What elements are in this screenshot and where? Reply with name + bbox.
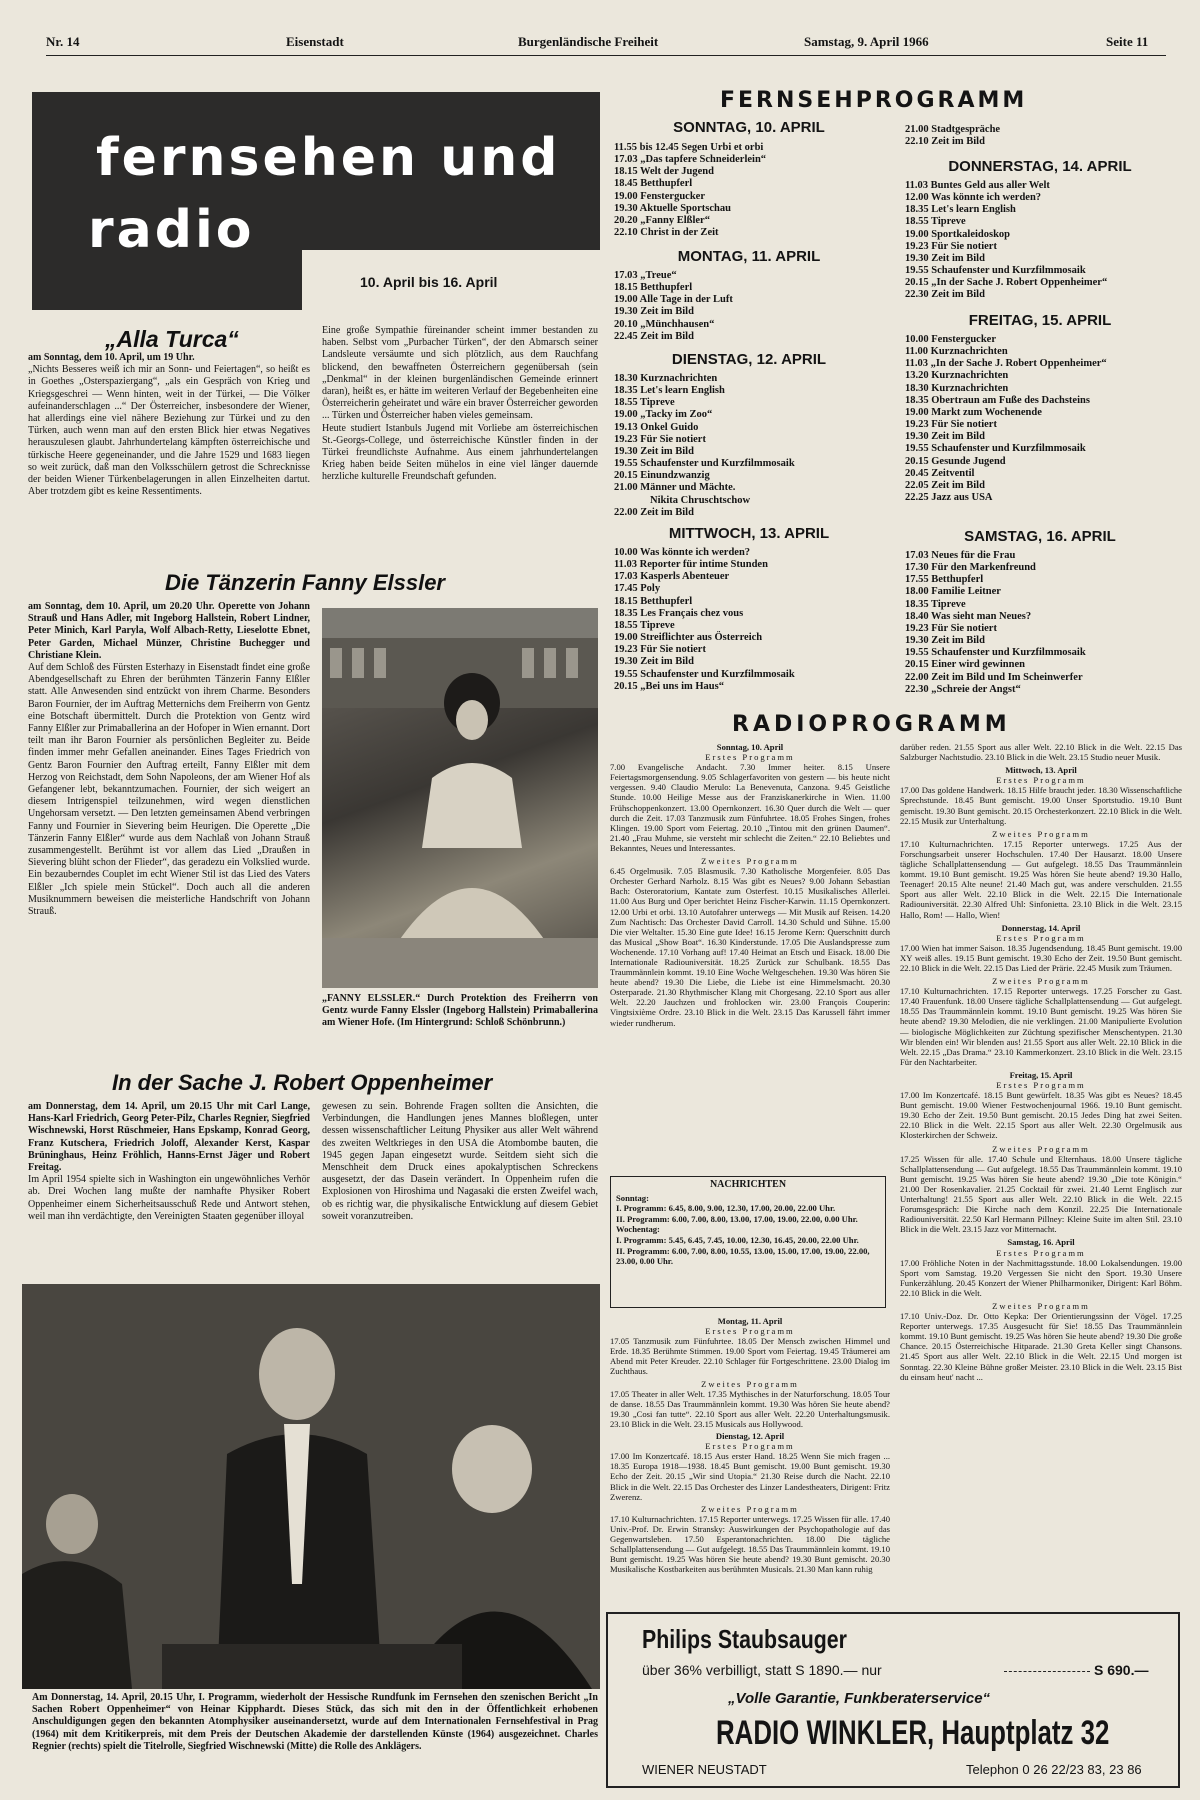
page-number: Seite 11 [1106,34,1149,49]
tv-entry: 20.45 Zeitventil [905,467,975,479]
article-text: „Nichts Besseres weiß ich mir an Sonn- und Feiertagen“, so heißt es in Goethes „Osterspaziergang“, „als ein Gespräch von Krieg und Kriegsgeschrei — Wenn hinten, weit in der Türkei, — Die Völker aufeinanderschlagen ...“ Der Österreicher, insbesondere der Wiener, hat allerdings eine viel nähere Beziehung zur Türkei und zu den Türken, auch wenn man auf den ersten Blick hier etwas Negatives herauszulesen glaubt. Jahrhundertelang kämpften österreichische und türkische Heere gegeneinander, und die Jahre 1529 und 1683 liegen so weit zurück, daß man den Volksschülern getrost die Schrecknisse der beiden Wiener Türkenbelagerungen in allen Einzelheiten dartut. Aber trotzdem gibt es keine Ressentiments. [28,364,310,498]
tv-day-list [905,334,1175,504]
tv-entry: 22.10 Zeit im Bild [905,136,985,148]
radio-listing: 17.05 Tanzmusik zum Fünfuhrtee. 18.05 Der Mensch zwischen Himmel und Erde. 18.35 Berühmte Stimmen. 19.00 Sport vom Feiertag. 19.45 Träumerei am Abend mit Peter Kreuder. 22.10 Schlager für Fortgeschrittene. 23.00 Dialog im Zuchthaus. [610,1336,890,1377]
tv-entry: 19.55 Schaufenster und Kurzfilmmosaik [905,647,1086,659]
photo-caption-oppenheimer: Am Donnerstag, 14. April, 20.15 Uhr, I. Programm, wiederholt der Hessische Rundfunk im Fernsehen den szenischen Bericht „In Sachen Robert Oppenheimer“ von Heinar Kipphardt. Dieses Stück, das sich mit den in der Öffentlichkeit erhobenen Anschuldigungen gegen den bekannten Atomphysiker auseinandersetzt, wurde auf dem Internationalen Fernsehfestival in Prag (1964) mit dem Kritikerpreis, mit dem Preis der Deutschen Akademie der darstellenden Künste (1964) ausgezeichnet. Charles Regnier (rechts) spielt die Titelrolle, Siegfried Wischnewski (Mitte) die Rolle des Anklägers. [32,1692,598,1752]
news-times-line: Wochentag: [616,1224,660,1235]
ad-price: S 690.— [1094,1662,1149,1678]
photo-caption-elssler: „FANNY ELSSLER.“ Durch Protektion des Freiherrn von Gentz wurde Fanny Elssler (Ingeborg Hallstein) Primaballerina am Wiener Hofe. (Im Hintergrund: Schloß Schönbrunn.) [322,993,598,1029]
tv-entry: 19.00 Fenstergucker [614,190,705,202]
ad-leader-line [1004,1671,1090,1672]
issue-date: Samstag, 9. April 1966 [804,34,929,49]
tv-entry: 10.00 Fenstergucker [905,334,996,345]
date-range-box [302,250,600,310]
tv-day-heading: FREITAG, 15. APRIL [968,312,1112,329]
section-title-line1: fernsehen und [96,128,561,188]
tv-entry: 19.55 Schaufenster und Kurzfilmmosaik [614,668,795,680]
tv-entry: 19.23 Für Sie notiert [614,644,706,656]
header-rule [46,55,1166,56]
article-lead: am Donnerstag, dem 14. April, um 20.15 Uhr mit Carl Lange, Hans-Karl Friedrich, Georg Peter-Pilz, Charles Regnier, Siegfried Wischnewski, Horst Rüschmeier, Hans Epskamp, Konrad Georg, Franz Kutschera, Friedrich Joloff, Alexander Kerst, Kaspar Brüninghaus, Heinz Fröhlich, Hanns-Ernst Jäger und Robert Freitag. [28,1101,310,1174]
tv-entry: 20.20 „Fanny Elßler“ [614,214,710,226]
radio-listing: 17.10 Kulturnachrichten. 17.15 Reporter unterwegs. 17.25 Forscher zu Gast. 17.40 Frauenfunk. 18.00 Unsere tägliche Schallplattensendung — Gut aufgelegt. 18.55 Das Traummännlein kommt. 19.10 Bunt gemischt. 19.25 Was hören Sie heute abend? 19.30 Melodien, die nie verklingen. 21.00 Manipulierte Evolution — biologische Möglichkeiten zur Züchtung spezifischer Menschentypen. 21.30 Wir blenden ein! Wir blenden aus! 21.55 Sport aus aller Welt. 22.10 Blick in die Welt. 22.15 „Das Drama.“ 23.10 Kammerkonzert. 23.10 Blick in die Welt. 23.15 Für den Nachtarbeiter. [900,986,1182,1067]
radio-listing: 17.10 Kulturnachrichten. 17.15 Reporter unterwegs. 17.25 Aus der Forschungsarbeit unserer Hochschulen. 17.40 Der Hausarzt. 18.00 Unsere tägliche Schallplattensendung — Gut aufgelegt. 18.55 Das Traummännlein kommt. 19.10 Bunt gemischt. 19.25 Was hören Sie heute abend? 19.30 Hallo, Teenager! 20.15 Alte neune! 21.40 Mach gut, was andere verschulden. 21.55 Sport aus aller Welt. 22.10 Blick in die Welt. 22.15 Die Internationale Radiouniversität. 22.30 Alfred Uhl: Sinfonietta. 23.10 Blick in die Welt. 23.15 Hallo, Rom! — Hallo, Wien! [900,838,1182,920]
news-times-line: I. Programm: 5.45, 6.45, 7.45, 10.00, 12.30, 16.45, 20.00, 22.00 Uhr. [616,1234,859,1245]
tv-entry: 17.30 Für den Markenfreund [905,562,1036,574]
tv-entry: 19.55 Schaufenster und Kurzfilmmosaik [614,458,795,470]
article-alla-turca-col2 [322,325,598,565]
tv-day-heading: MONTAG, 11. APRIL [677,248,821,265]
tv-entry: 18.35 Let's learn English [905,204,1016,216]
article-lead: am Sonntag, dem 10. April, um 20.20 Uhr. Operette von Johann Strauß und Hans Adler, mit Ingeborg Hallstein, Robert Lindner, Peter Minich, Karl Paryla, Wolf Albach-Retty, Lieselotte Ebnet, Peter Garden, Michael Münzer, Christine Buchegger und Christiane Klein. [28,601,310,661]
tv-entry: 19.00 Streiflichter aus Österreich [614,632,763,644]
tv-entry: 18.15 Welt der Jugend [614,166,714,178]
tv-entry: 18.30 Kurznachrichten [905,382,1009,394]
tv-entry: 20.10 „Münchhausen“ [614,318,715,330]
tv-entry: 11.00 Kurznachrichten [905,346,1008,358]
tv-entry: 19.30 Zeit im Bild [905,252,985,264]
tv-entry: 22.30 „Schreie der Angst“ [905,683,1021,695]
tv-entry: 22.30 Zeit im Bild [905,289,985,301]
article-oppenheimer-col1 [28,1101,310,1279]
radio-right [900,742,1182,1608]
radio-program-name: Zweites Programm [992,1300,1090,1311]
tv-entry: 20.15 Gesunde Jugend [905,455,1006,467]
ad-offer: über 36% verbilligt, statt S 1890.— nur [642,1662,882,1678]
article-lead: am Sonntag, dem 10. April, um 19 Uhr. [28,352,195,363]
tv-entry: 18.40 Was sieht man Neues? [905,610,1032,622]
radio-program-name: Erstes Programm [996,1247,1086,1258]
tv-entry: 18.35 Tipreve [905,598,966,610]
article-title-oppenheimer: In der Sache J. Robert Oppenheimer [112,1070,493,1095]
radio-listing: 17.25 Wissen für alle. 17.40 Schule und Elternhaus. 18.00 Unsere tägliche Schallplattensendung — Gut aufgelegt. 18.55 Das Traummännlein kommt. 19.10 Bunt gemischt. 19.25 Was hören Sie heute abend? 19.30 „Die tote Königin.“ 21.00 Der Rosenkavalier. 21.25 Cocktail für zwei. 21.40 Lernt Englisch zur Unterhaltung! 21.55 Sport aus aller Welt. 22.10 Blick in die Welt. 22.15 Forumsgespräch: Die Kirche nach dem Konzil. 22.25 Die Internationale Radiouniversität. 22.50 Karl Hermann Pillney: Kleine Suite im alten Stil. 23.10 Blick in die Welt. 23.15 Jazz vor Mitternacht. [900,1153,1182,1235]
radio-listing: 17.00 Wien hat immer Saison. 18.35 Jugendsendung. 18.45 Bunt gemischt. 19.00 XY weiß alles. 19.15 Bunt gemischt. 19.30 Echo der Zeit. 19.50 Bunt gemischt. 22.10 Blick in die Welt. 22.15 Das Lied der Prärie. 22.45 Musik zum Träumen. [900,942,1182,973]
tv-entry: 17.03 „Das tapfere Schneiderlein“ [614,154,767,166]
photo-fanny-elssler [322,608,598,988]
tv-entry: 19.30 Zeit im Bild [905,635,985,647]
radio-listing: 17.00 Im Konzertcafé. 18.15 Bunt gewürfelt. 18.35 Was gibt es Neues? 18.45 Bunt gemischt. 19.00 Wiener Festwochenjournal 1966. 19.10 Bunt gemischt. 19.30 Echo der Zeit. 19.50 Bunt gemischt. 20.15 Jedes Ding hat zwei Seiten. 22.10 Blick in die Welt. 22.15 Sport aus aller Welt. 22.30 Orgelmusik aus Klosterkirchen der Schweiz. [900,1090,1182,1141]
radio-program-name: Erstes Programm [705,752,795,763]
tv-program-title: FERNSEHPROGRAMM [720,88,1028,113]
tv-entry: 13.20 Kurznachrichten [905,370,1009,382]
radio-listing: darüber reden. 21.55 Sport aus aller Welt. 22.10 Blick in die Welt. 22.15 Das Salzburger Nachtstudio. 23.10 Blick in die Welt. 23.15 Studio neuer Musik. [900,742,1182,763]
tv-entry: 19.00 Alle Tage in der Luft [614,294,733,306]
radio-program-name: Zweites Programm [992,976,1090,987]
tv-entry: 18.35 Les Français chez vous [614,607,744,619]
tv-entry: Nikita Chruschtschow [650,494,751,506]
ad-product: Philips Staubsauger [642,1624,847,1654]
radio-day: Samstag, 16. April [1007,1237,1075,1248]
news-times-title: NACHRICHTEN [709,1179,787,1190]
tv-entry: 10.00 Was könnte ich werden? [614,547,751,558]
tv-entry: 17.03 „Treue“ [614,270,677,281]
section-title-line2: radio [88,200,255,260]
tv-day-heading: MITTWOCH, 13. APRIL [668,525,830,542]
radio-listing: 6.45 Orgelmusik. 7.05 Blasmusik. 7.30 Katholische Morgenfeier. 8.05 Das Orchester Gerhard Narholz. 8.15 Was gibt es Neues? 9.00 Johann Sebastian Bach: Osteroratorium, Kantate zum Osterfest. 10.15 Musikalisches Allerlei. 11.00 Aus Burg und Oper berichtet Heinz Fischer-Karwin. 11.15 Opernkonzert. 12.00 Urbi et orbi. 13.10 Autofahrer unterwegs — Mit Musik auf Reisen. 14.20 Zum Nachtisch: Das Orchester David Carroll. 14.30 Schuld und Sühne. 15.00 Die vier Weltalter. 15.30 Eine gute Idee! 16.15 Jerome Kern: Querschnitt durch das Musical „Show Boat“. 16.30 Kinderstunde. 17.05 Die Auslandspresse zum Wochenende. 17.10 Vorhang auf! 17.40 Heimat an Etsch und Eisack. 18.00 Die Internationale Radiouniversität. 18.25 Zurück zur Schulbank. 18.55 Das Traummännlein kommt. 19.10 Eine Woche Weltgeschehen. 19.30 Was hören Sie heute abend? 19.30 Die Liebe, die Liebe ist eine Himmelsmacht. 20.30 Osterparade. 21.30 Rhythmischer Klang mit Chorgesang. 22.10 Sport aus aller Welt. 22.20 Jauchzen und frohlocken wir. 23.00 François Couperin: Vingtsixième Ordre. 23.10 Blick in die Welt. 23.15 Das Karussell fährt immer wieder rundherum. [610,866,890,1028]
radio-program-name: Zweites Programm [701,1378,799,1389]
tv-entry: 18.15 Betthupferl [614,282,693,294]
radio-day: Dienstag, 12. April [715,1431,785,1442]
tv-entry: 19.55 Schaufenster und Kurzfilmmosaik [905,265,1086,277]
radio-program-name: Erstes Programm [705,1441,795,1452]
photo-scene [22,1284,600,1689]
radio-day: Mittwoch, 13. April [1005,765,1077,776]
radio-program-name: Zweites Programm [701,1503,799,1514]
tv-entry: 17.45 Poly [614,583,661,595]
tv-entry: 22.45 Zeit im Bild [614,330,694,342]
radio-day: Freitag, 15. April [1009,1069,1073,1080]
radio-day: Montag, 11. April [717,1316,783,1326]
radio-program-name: Zweites Programm [992,828,1090,839]
tv-entry: 18.55 Tipreve [905,216,966,228]
article-elssler-col [28,601,310,1064]
radio-program-title: RADIOPROGRAMM [732,712,1011,737]
tv-entry: 22.25 Jazz aus USA [905,492,993,504]
tv-entry: 22.00 Zeit im Bild und Im Scheinwerfer [905,671,1083,683]
advertisement-radio-winkler [606,1612,1180,1788]
radio-listing: 17.00 Fröhliche Noten in der Nachmittagsstunde. 18.00 Lokalsendungen. 19.00 Sport vom Samstag. 19.20 Vergessen Sie nicht den Sport. 19.30 Unsere Funkerzählung. 20.45 Konzert der Wiener Philharmoniker, Dirigent: Karl Böhm. 22.10 Blick in die Welt. [900,1257,1182,1298]
ad-company: RADIO WINKLER, Hauptplatz 32 [716,1714,1110,1752]
tv-entry: 19.55 Schaufenster und Kurzfilmmosaik [905,443,1086,455]
radio-program-name: Zweites Programm [701,856,799,867]
tv-day-heading: DIENSTAG, 12. APRIL [671,351,827,368]
page-header [46,34,1166,54]
tv-entry: 19.30 Zeit im Bild [614,445,694,457]
photo-oppenheimer [22,1284,600,1689]
tv-day-list [905,180,1175,302]
radio-listing: 17.10 Univ.-Doz. Dr. Otto Kepka: Der Orientierungssinn der Vögel. 17.25 Reporter unterwegs. 17.35 Ausgesucht für Sie! 18.55 Das Traummännlein kommt. 19.10 Bunt gemischt. 19.25 Was hören Sie heute abend? 19.30 Die große Chance. 20.15 Österreichische Hitparade. 21.30 Greta Keller singt Chansons. 21.45 Sport aus aller Welt. 22.10 Blick in die Welt. 22.15 Und morgen ist Sonntag. 22.30 Kleine Bühne großer Meister. 23.10 Blick in die Welt. 23.15 Bist du einsam heut' nacht ... [900,1311,1182,1382]
radio-day: Donnerstag, 14. April [1001,922,1081,933]
tv-entry: 20.15 Einundzwanzig [614,470,710,482]
radio-program-name: Erstes Programm [996,775,1086,786]
news-times-line: II. Programm: 6.00, 7.00, 8.00, 13.00, 17.00, 19.00, 22.00, 0.00 Uhr. [616,1213,858,1224]
tv-entry: 11.03 Reporter für intime Stunden [614,559,768,571]
tv-day-list [905,550,1175,696]
tv-day-heading: SAMSTAG, 16. APRIL [964,528,1116,545]
tv-entry: 17.55 Betthupferl [905,574,984,586]
tv-entry: 19.00 Markt zum Wochenende [905,406,1042,418]
tv-day-list [614,547,894,693]
tv-entry: 21.00 Stadtgespräche [905,124,1001,135]
tv-entry: 22.10 Christ in der Zeit [614,227,719,239]
tv-entry: 20.15 Einer wird gewinnen [905,659,1025,671]
ad-city: WIENER NEUSTADT [642,1762,767,1777]
tv-entry: 12.00 Was könnte ich werden? [905,192,1042,204]
news-times-line: II. Programm: 6.00, 7.00, 8.00, 10.55, 13.00, 15.00, 17.00, 19.00, 22.00, 23.00, 0.00 Uhr. [616,1245,870,1267]
tv-entry: 19.30 Zeit im Bild [905,431,985,443]
tv-entry: 18.55 Tipreve [614,619,675,631]
news-times-line: Sonntag: [616,1192,649,1203]
tv-entry: 18.35 Let's learn English [614,385,725,397]
tv-day-list [614,373,894,519]
tv-entry: 19.30 Zeit im Bild [614,656,694,668]
tv-entry: 17.03 Kasperls Abenteuer [614,571,730,583]
radio-listing: 17.05 Theater in aller Welt. 17.35 Mythisches in der Naturforschung. 18.05 Tour de danse. 18.55 Das Traummännlein kommt. 19.30 Was hören Sie heute abend? 19.30 „Cosi fan tutte“. 22.10 Sport aus aller Welt. 22.20 Unterhaltungsmusik. 23.10 Blick in die Welt. 23.15 Musicals aus Hollywood. [610,1388,890,1429]
article-text: Im April 1954 spielte sich in Washington ein ungewöhnliches Verhör ab. Drei Wochen lang mußte der namhafte Physiker Robert Oppenheimer einem Sicherheitsausschuß Rede und Antwort stehen, weil man ihn verdächtigte, den Vereinigten Staaten gegenüber illoyal [28,1174,310,1222]
tv-entry: 20.15 „Bei uns im Haus“ [614,680,724,692]
radio-listing: 7.00 Evangelische Andacht. 7.30 Immer heiter. 8.15 Unsere Feiertagsmorgensendung. 9.05 Schlagerfavoriten von gestern — bis heute nicht vergessen. 9.40 Claudio Merulo: La Benevenuta, Canzona. 9.45 Geistliche Stunde. 10.00 Heilige Messe aus der Franziskanerkirche in Wien. 11.00 Frühschoppenkonzert. 13.00 Opernkonzert. 16.30 Quer durch die Welt — quer durch die Zeit. 17.03 Tanzmusik zum Fünfuhrtee. 18.05 Frohes Singen, frohes Klingen. 19.00 Sport vom Feiertag. 20.10 „Tintou mit den grünen Daumen“. 21.40 „Frau Muhme, sie versteht mir schlecht die Zeiten.“ 22.10 Beliebtes und Bekanntes, Neues und Interessantes. [610,762,890,853]
article-text: Heute studiert Istanbuls Jugend mit Vorliebe am österreichischen St.-Georgs-College, und österreichische Künstler finden in der Türkei freundlichste Aufnahme. Aus einem jahrhundertelangen Krieg haben beide Seiten mühelos in eine viel länger dauernde herzliche kulturelle Freundschaft gefunden. [322,422,598,483]
tv-day-list [614,142,894,239]
news-times-line: I. Programm: 6.45, 8.00, 9.00, 12.30, 17.00, 20.00, 22.00 Uhr. [616,1203,836,1214]
tv-entry: 19.23 Für Sie notiert [905,622,997,634]
tv-entry: 18.30 Kurznachrichten [614,373,718,384]
tv-entry: 21.00 Männer und Mächte. [614,482,736,494]
tv-day-list [614,270,894,343]
tv-entry: 20.15 „In der Sache J. Robert Oppenheimer“ [905,277,1108,289]
article-title-elssler: Die Tänzerin Fanny Elssler [165,570,445,595]
tv-day-list [905,124,1175,148]
tv-entry: 19.00 Sportkaleidoskop [905,228,1011,240]
ad-phone: Telephon 0 26 22/23 83, 23 86 [966,1762,1142,1777]
tv-entry: 19.23 Für Sie notiert [614,433,706,445]
tv-entry: 19.00 „Tacky im Zoo“ [614,409,713,421]
tv-entry: 19.30 Zeit im Bild [614,306,694,318]
article-text: gewesen zu sein. Bohrende Fragen sollten die Ansichten, die Verbindungen, die Handlungen jenes Mannes bloßlegen, unter dessen wissenschaftlicher Leitung Physiker aus aller Welt während des zweiten Weltkrieges in den USA die Atombombe bauten, die 1945 gegen Japan eingesetzt wurde. Seitdem sieht sich die Menschheit dem Druck eines apokalyptischen Schreckens ausgesetzt, der das Dasein verändert. In Oppenheim rufen die Explosionen von Hiroshima und Nagasaki die ersten Zweifel wach, ob es richtig war, die physikalische Entwicklung auf diesem Gebiet soweit voranzutreiben. [322,1101,598,1222]
tv-entry: 11.03 „In der Sache J. Robert Oppenheimer“ [905,358,1107,370]
tv-entry: 11.55 bis 12.45 Segen Urbi et orbi [614,142,764,153]
photo-scene [322,608,598,988]
radio-listing: 17.10 Kulturnachrichten. 17.15 Reporter unterwegs. 17.25 Wissen für alle. 17.40 Univ.-Prof. Dr. Erwin Stransky: Auswirkungen der Psychopathologie auf das Gegenwartsleben. 17.50 Esperantonachrichten. 18.00 Die tägliche Schallplattensendung — Gut aufgelegt. 18.55 Das Traummännlein kommt. 19.10 Bunt gemischt. 19.25 Was hören Sie heute abend? 19.30 Bunt gemischt. 20.30 Musikalische Kostbarkeiten aus berühmten Musicals. 21.30 Man kann ruhig [610,1513,890,1575]
article-text: Eine große Sympathie füreinander scheint immer bestanden zu haben. Selbst vom „Purbacher Türken“, der den Abmarsch seiner Landsleute versäumte und sich plötzlich, aus dem Rauchfang blickend, den bewaffneten Österreichern gegenübersah (sein „Denkmal“ in der kleinen burgenländischen Gemeinde erinnert daran), heißt es, er hätte im weiteren Verlauf der Begebenheiten eine Österreicherin geheiratet und wäre ein braver Österreicher geworden ... Türken und Österreicher haben vieles gemeinsam. [322,325,598,422]
article-text: Auf dem Schloß des Fürsten Esterhazy in Eisenstadt findet eine große Abendgesellschaft zu Ehren der berühmten Tänzerin Fanny Elßler statt. Alle Anwesenden sind entzückt von ihrem Charme. Besonders Baron Fournier, der im Auftrag Metternichs dem Freiherrn von Gentz eine Botschaft übermittelt. Durch die Protektion von Gentz wird Fanny Elßler zur Primaballerina an der Hofoper in Wien ernannt. Dort teilt man ihr Baron Fournier als persönlichen Begleiter zu. Beide finden immer mehr Gefallen aneinander. Eines Tages Friedrich von Gentz Baron Fournier den Auftrag erteilt, Fanny Elßler mit dem Herzog von Reichstadt, dem Sohn Napoleons, der am Wiener Hof als Gefangener lebt, bekanntzumachen. Fournier, der sich weigert an diesem Intrigenspiel teilzunehmen, wird wegen dienstlichen Ungehorsam versetzt. — Den letzten gemeinsamen Abend verbringen Fanny und Fournier in Sievering beim Heurigen. Die Operette „Die Tänzerin Fanny Elßler“ wurde aus dem Nachlaß von Johann Strauß zusammengestellt. Berühmt ist vor allem das Lied „Draußen in Sievering blüht schon der Flieder“, das geradezu ein Volkslied wurde. Ein bezauberndes Couplet im echt Wiener Stil ist das Lied des Vaters Elßler „Ich spiele mein Stückel“. Doch auch all die anderen Musiknummern beweisen die meisterliche Handschrift von Johann Strauß. [28,662,310,918]
tv-entry: 22.00 Zeit im Bild [614,506,694,518]
tv-entry: 19.23 Für Sie notiert [905,419,997,431]
radio-listing: 17.00 Im Konzertcafé. 18.15 Aus erster Hand. 18.25 Wenn Sie mich fragen ... 18.35 Europa 1918—1938. 18.45 Bunt gemischt. 19.00 Bunt gemischt. 19.30 Echo der Zeit. 20.15 „Wir sind Utopia.“ 21.30 Reise durch die Nacht. 22.10 Blick in die Welt. 22.15 Das Orchester des Linzer Landestheaters, Dirigent: Fritz Zwerenz. [610,1451,890,1502]
article-title-alla-turca: „Alla Turca“ [105,326,239,352]
newspaper-name: Burgenländische Freiheit [518,34,659,49]
tv-entry: 18.35 Obertraun am Fuße des Dachsteins [905,394,1090,406]
radio-program-name: Erstes Programm [705,1326,795,1337]
issue-number: Nr. 14 [46,34,80,49]
radio-left-top [610,742,890,1170]
radio-program-name: Zweites Programm [992,1143,1090,1154]
place: Eisenstadt [286,34,344,49]
radio-program-name: Erstes Programm [996,932,1086,943]
tv-entry: 19.13 Onkel Guido [614,421,699,433]
tv-entry: 18.00 Familie Leitner [905,586,1001,598]
radio-day: Sonntag, 10. April [716,742,784,752]
radio-listing: 17.00 Das goldene Handwerk. 18.15 Hilfe braucht jeder. 18.30 Wissenschaftliche Sprechstunde. 18.45 Bunt gemischt. 19.00 Unser Sportstudio. 19.10 Bunt gemischt. 19.30 Bunt gemischt. 20.15 Orchesterkonzert. 22.10 Blick in die Welt. 22.15 Musik zur Unterhaltung. [900,785,1182,826]
tv-entry: 18.45 Betthupferl [614,178,693,190]
tv-entry: 17.03 Neues für die Frau [905,550,1016,561]
tv-entry: 19.23 Für Sie notiert [905,240,997,252]
radio-left-bottom [610,1316,890,1606]
news-times-box [610,1176,886,1308]
tv-day-heading: DONNERSTAG, 14. APRIL [948,158,1132,175]
tv-entry: 18.55 Tipreve [614,397,675,409]
tv-entry: 11.03 Buntes Geld aus aller Welt [905,180,1050,191]
tv-entry: 19.30 Aktuelle Sportschau [614,202,731,214]
article-oppenheimer-col2 [322,1101,598,1279]
radio-program-name: Erstes Programm [996,1080,1086,1090]
tv-day-heading: SONNTAG, 10. APRIL [673,119,825,136]
tv-entry: 18.15 Betthupferl [614,595,693,607]
article-alla-turca-col1 [28,352,310,564]
ad-slogan: „Volle Garantie, Funkberaterservice“ [728,1690,991,1707]
tv-entry: 22.05 Zeit im Bild [905,479,985,491]
date-range: 10. April bis 16. April [360,274,498,290]
